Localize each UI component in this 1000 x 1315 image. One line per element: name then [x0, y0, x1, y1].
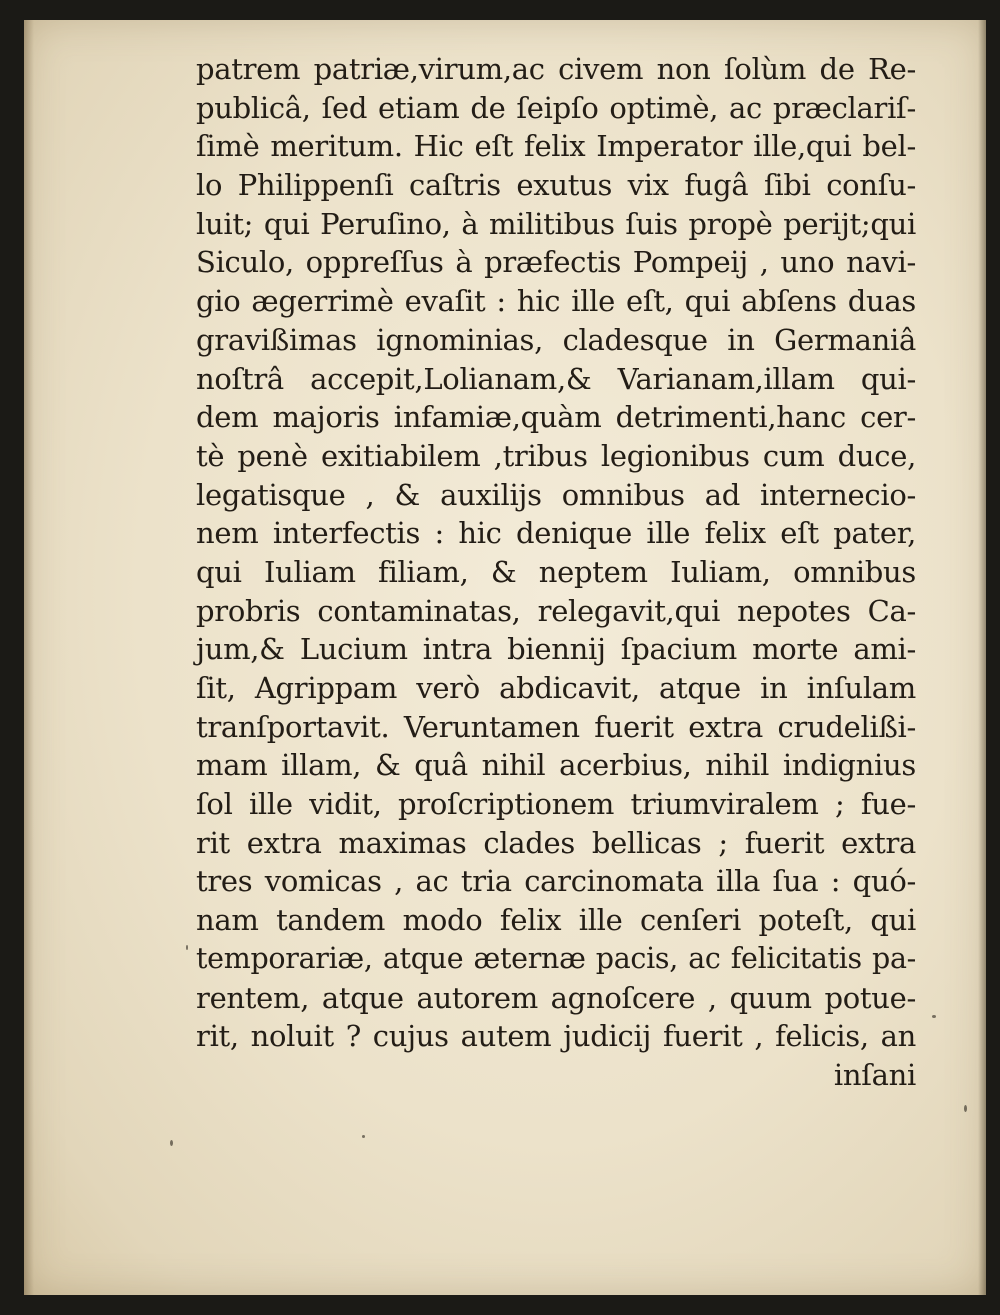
text-line: ſit, Agrippam verò abdicavit, atque in inſulam	[196, 671, 916, 705]
text-line: tres vomicas , ac tria carcinomata illa ſua : quó-	[196, 864, 916, 899]
text-line: publicâ, ſed etiam de ſeipſo optimè, ac præclariſ-	[196, 90, 916, 125]
text-line: Siculo, oppreſſus à præfectis Pompeij , uno navi-	[196, 245, 916, 280]
text-line: tè penè exitiabilem ,tribus legionibus cum duce,	[196, 438, 916, 473]
text-line: temporariæ, atque æternæ pacis, ac felicitatis pa-	[196, 941, 916, 975]
text-line: dem majoris infamiæ,quàm detrimenti,hanc cer-	[196, 400, 916, 435]
page-edge-shadow	[978, 20, 986, 1295]
book-page	[24, 20, 986, 1295]
paper-speck	[170, 1140, 173, 1146]
page-gutter-shadow	[24, 20, 34, 1295]
page-text	[196, 50, 916, 1095]
paper-speck	[362, 1135, 365, 1138]
text-line: patrem patriæ,virum,ac civem non ſolùm de Re-	[196, 52, 916, 86]
text-line: lo Philippenſi caſtris exutus vix fugâ ſibi conſu-	[196, 168, 916, 203]
paper-speck	[964, 1105, 967, 1112]
text-line: mam illam, & quâ nihil acerbius, nihil indignius	[196, 748, 916, 783]
text-line: gio ægerrimè evaſit : hic ille eſt, qui abſens duas	[196, 284, 916, 319]
text-line: rentem, atque autorem agnoſcere , quum potue-	[196, 980, 916, 1015]
text-line: nem interfectis : hic denique ille felix eſt pater,	[196, 516, 916, 551]
catchword: inſani	[833, 1057, 916, 1092]
text-line: luit; qui Peruſino, à militibus ſuis propè perijt;qui	[196, 206, 916, 241]
paper-speck	[932, 1015, 936, 1018]
paper-speck	[186, 945, 188, 950]
text-line: gravißimas ignominias, cladesque in Germaniâ	[196, 322, 916, 357]
text-line: tranſportavit. Veruntamen fuerit extra crudelißi-	[196, 709, 916, 744]
text-line: ſol ille vidit, proſcriptionem triumviralem ; fue-	[196, 787, 916, 822]
text-line: legatisque , & auxilijs omnibus ad internecio-	[196, 477, 916, 512]
text-line: jum,& Lucium intra biennij ſpacium morte ami-	[196, 632, 916, 667]
text-line: qui Iuliam filiam, & neptem Iuliam, omnibus	[196, 554, 916, 589]
text-line: probris contaminatas, relegavit,qui nepotes Ca-	[196, 593, 916, 628]
text-line: noſtrâ accepit,Lolianam,& Varianam,illam qui-	[196, 361, 916, 396]
text-line: nam tandem modo felix ille cenſeri poteſt, qui	[196, 903, 916, 938]
text-line: rit, noluit ? cujus autem judicij fuerit , felicis, an	[196, 1019, 916, 1054]
text-line: rit extra maximas clades bellicas ; fuerit extra	[196, 825, 916, 860]
text-line: ſimè meritum. Hic eſt felix Imperator ille,qui bel-	[196, 129, 916, 164]
